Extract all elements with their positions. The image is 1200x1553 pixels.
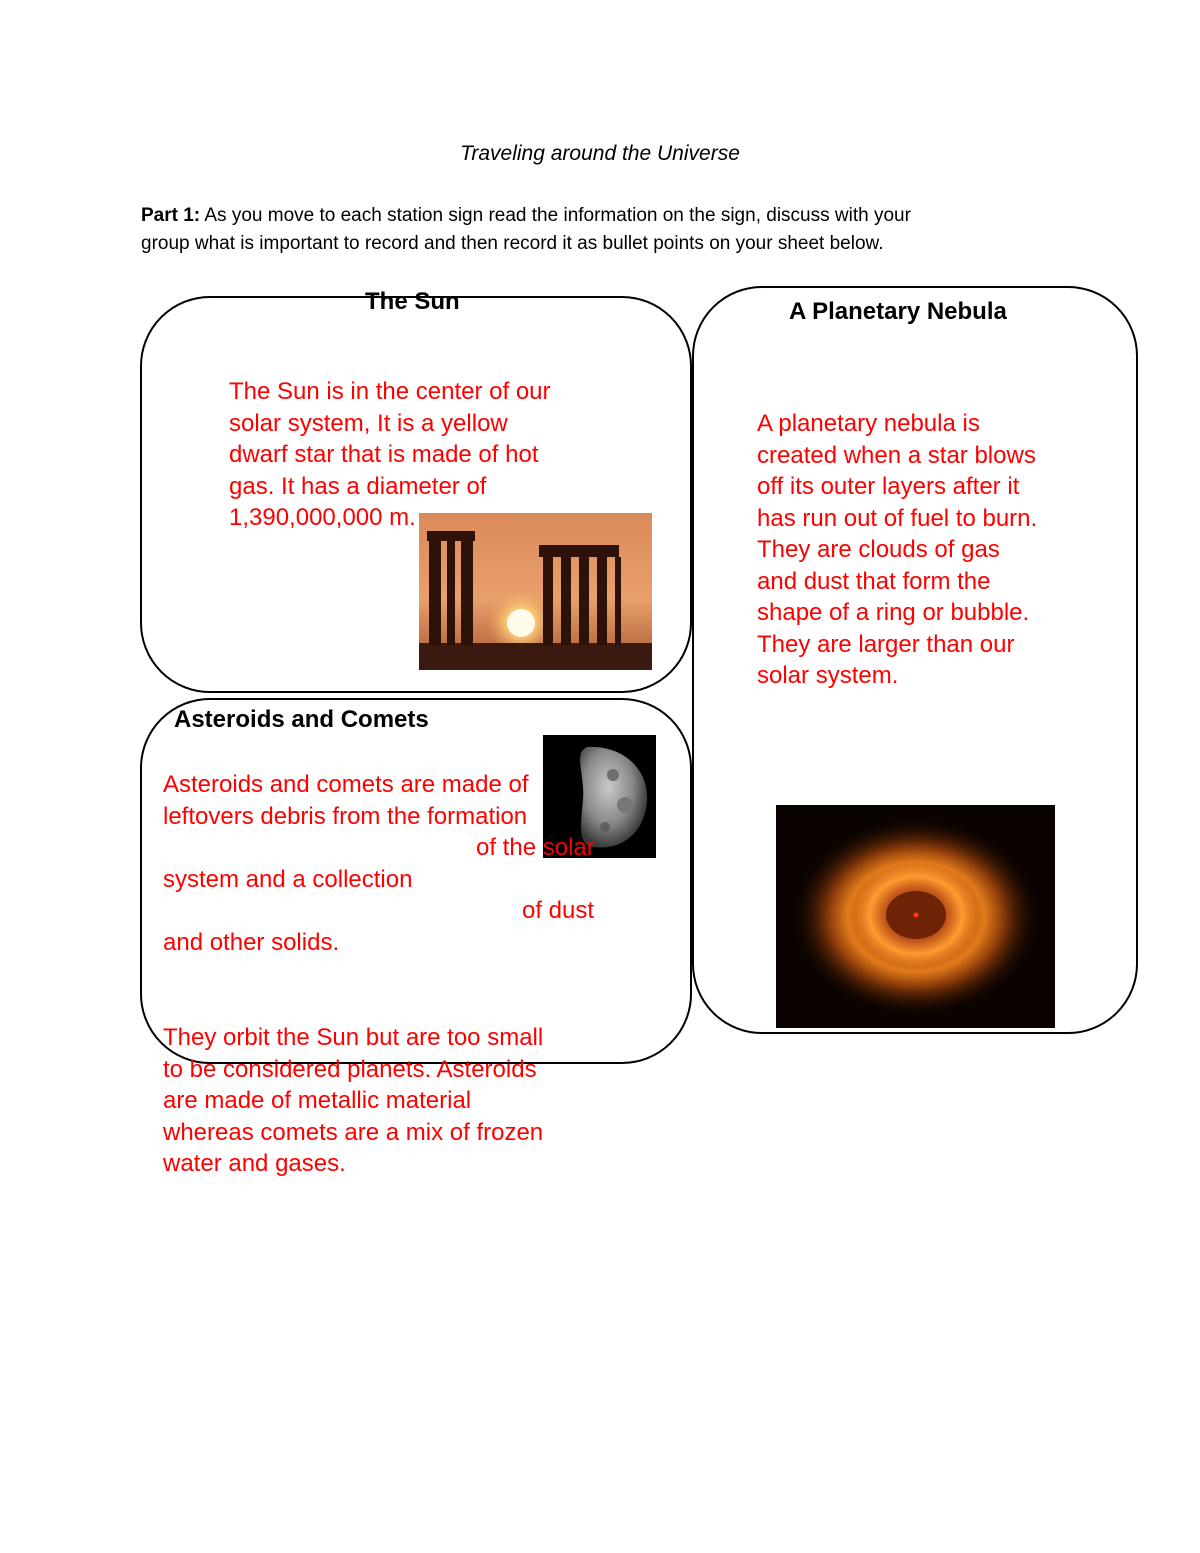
sun-note-line: gas. It has a diameter of — [229, 472, 487, 500]
asteroids-notes — [163, 769, 595, 958]
asteroids-heading: Asteroids and Comets — [174, 706, 429, 733]
intro-line-1 — [141, 202, 1071, 230]
sunset-temple-graphic — [419, 513, 652, 670]
asteroids-note-line: of dust — [522, 897, 595, 924]
nebula-notes — [757, 408, 1037, 692]
nebula-image — [776, 805, 1055, 1028]
asteroids-note-line: whereas comets are a mix of frozen — [163, 1118, 544, 1146]
page-title: Traveling around the Universe — [460, 142, 740, 165]
asteroids-note-line: water and gases. — [163, 1150, 346, 1177]
sun-notes — [229, 376, 551, 534]
nebula-note-line: created when a star blows — [757, 441, 1036, 469]
intro-label: Part 1: — [141, 205, 201, 226]
sun-note-line: dwarf star that is made of hot — [229, 441, 539, 468]
sun-note-line: The Sun is in the center of our — [229, 378, 551, 405]
asteroids-note-line: Asteroids and comets are made of — [163, 771, 529, 798]
intro-text-1: As you move to each station sign read the information on the sign, discuss with your — [200, 205, 911, 226]
sun-heading: The Sun — [365, 288, 460, 315]
nebula-note-line: has run out of fuel to burn. — [757, 504, 1038, 532]
nebula-note-line: off its outer layers after it — [757, 473, 1020, 500]
asteroids-note-line: leftovers debris from the formation — [163, 802, 528, 830]
sun-note-line: solar system, It is a yellow — [229, 409, 508, 437]
nebula-graphic — [776, 805, 1055, 1028]
asteroids-note-line: and other solids. — [163, 928, 340, 956]
asteroids-note-line: are made of metallic material — [163, 1087, 472, 1114]
sun-note-line: 1,390,000,000 m. — [229, 504, 416, 531]
nebula-note-line: They are larger than our — [757, 630, 1015, 658]
nebula-note-line: solar system. — [757, 662, 899, 689]
nebula-note-line: shape of a ring or bubble. — [757, 599, 1030, 626]
intro-paragraph — [141, 202, 1071, 258]
nebula-note-line: and dust that form the — [757, 567, 991, 595]
nebula-note-line: A planetary nebula is — [757, 410, 980, 437]
asteroids-note-line: of the solar — [476, 834, 595, 861]
asteroids-note-line: system and a collection — [163, 865, 413, 893]
sunset-temple-image — [419, 513, 652, 670]
intro-text-2: group what is important to record and then record it as bullet points on your sheet below. — [141, 233, 884, 254]
asteroids-notes-2 — [163, 1022, 543, 1180]
nebula-note-line: They are clouds of gas — [757, 536, 1000, 563]
asteroids-note-line: to be considered planets. Asteroids — [163, 1055, 537, 1083]
nebula-heading: A Planetary Nebula — [789, 298, 1007, 325]
asteroids-note-line: They orbit the Sun but are too small — [163, 1024, 544, 1051]
